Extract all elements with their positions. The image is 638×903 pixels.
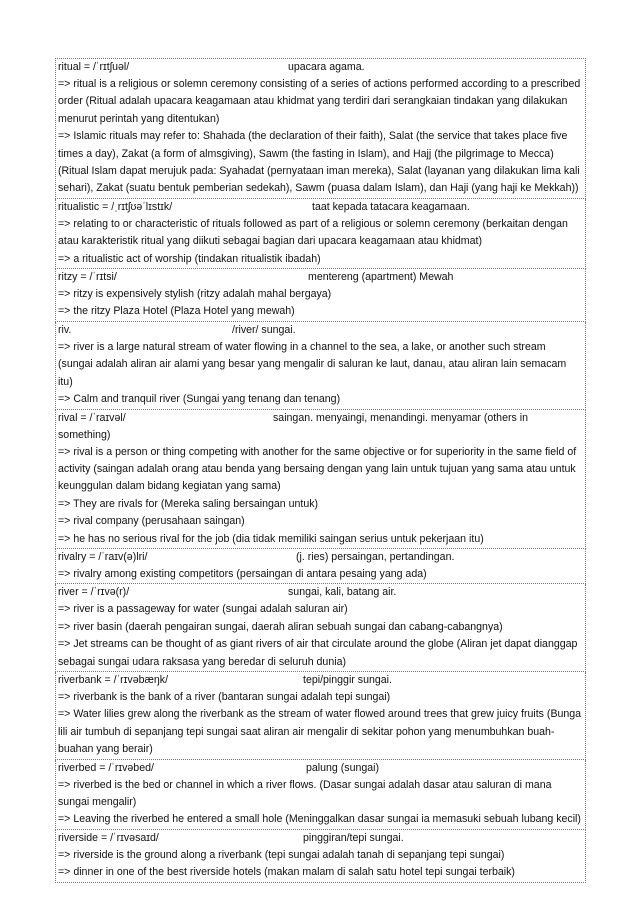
- example-line: => river is a large natural stream of water flowing in a channel to the sea, a lake, or another such stream (sungai adalah aliran air alami yang besar yang mengalir di saluran ke laut, danau, atau aliran lain semacam itu): [58, 340, 567, 388]
- dictionary-page: [55, 58, 586, 883]
- entry-rival: [55, 410, 586, 549]
- example-line: => riverbank is the bank of a river (bantaran sungai adalah tepi sungai): [58, 690, 391, 703]
- example-line: => river is a passageway for water (sungai adalah saluran air): [58, 603, 348, 616]
- example-line: => river basin (daerah pengairan sungai, daerah aliran sebuah sungai dan cabang-cabangnya): [58, 620, 503, 633]
- entry-riverbed: [55, 760, 586, 830]
- example-line: => Calm and tranquil river (Sungai yang tenang dan tenang): [58, 393, 341, 406]
- headword: rival = /ˈraɪvəl/: [58, 411, 126, 424]
- example-line: => the ritzy Plaza Hotel (Plaza Hotel yang mewah): [58, 305, 295, 318]
- headword: riverbed = /ˈrɪvəbed/: [58, 761, 154, 774]
- example-line: => rival is a person or thing competing with another for the same objective or for superiority in the same field of activity (saingan adalah orang atau benda yang bersaing dengan yang lain untuk tujuan yang sama atau untuk keunggulan dalam bidang kegiatan yang sama): [58, 445, 577, 493]
- headword: rivalry = /ˈraɪv(ə)lri/: [58, 550, 148, 563]
- headword: ritualistic = /ˌrɪtʃʊəˈlɪstɪk/: [58, 200, 173, 213]
- entry-rivalry: [55, 549, 586, 584]
- entry-riverside: [55, 830, 586, 883]
- meaning: tepi/pinggir sungai.: [303, 673, 392, 686]
- example-line: => rival company (perusahaan saingan): [58, 515, 245, 528]
- entry-ritzy: [55, 269, 586, 322]
- headword: riv.: [58, 323, 72, 336]
- meaning: mentereng (apartment) Mewah: [308, 271, 454, 284]
- headword: river = /ˈrɪvə(r)/: [58, 586, 130, 599]
- example-line: => Jet streams can be thought of as giant rivers of air that circulate around the globe (Aliran jet dapat dianggap sebagai sungai udara raksasa yang beredar di seluruh dunia): [58, 638, 578, 668]
- example-line: => Islamic rituals may refer to: Shahada (the declaration of their faith), Salat (the service that takes place five times a day), Zakat (a form of almsgiving), Sawm (the fasting in Islam), and Hajj (the pilgrimage to Mecca) (Ritual Islam dapat merujuk pada: Syahadat (pernyataan iman mereka), Salat (layanan yang dilakukan lima kali sehari), Zakat (suatu bentuk pemberian sedekah), Sawm (puasa dalam Islam), dan Haji (yang haji ke Mekkah)): [58, 130, 580, 195]
- meaning: palung (sungai): [306, 761, 380, 774]
- example-line: => Leaving the riverbed he entered a small hole (Meninggalkan dasar sungai ia memasuki sebuah lubang kecil): [58, 813, 581, 826]
- meaning: (j. ries) persaingan, pertandingan.: [296, 550, 455, 563]
- meaning: sungai, kali, batang air.: [288, 586, 397, 599]
- example-line: => rivalry among existing competitors (persaingan di antara pesaing yang ada): [58, 567, 427, 580]
- meaning: pinggiran/tepi sungai.: [303, 831, 404, 844]
- headword: riverside = /ˈrɪvəsaɪd/: [58, 831, 159, 844]
- entry-riv: [55, 322, 586, 410]
- headword: riverbank = /ˈrɪvəbæŋk/: [58, 673, 169, 686]
- headword: ritual = /ˈrɪtʃuəl/: [58, 61, 130, 73]
- example-line: => Water lilies grew along the riverbank as the stream of water flowed around trees that grew juicy fruits (Bunga lili air tumbuh di sepanjang tepi sungai saat aliran air mengalir di sekitar pohon yang menumbuhkan buah-buahan yang berair): [58, 708, 582, 756]
- example-line: => dinner in one of the best riverside hotels (makan malam di salah satu hotel tepi sungai terbaik): [58, 866, 515, 879]
- headword: ritzy = /ˈrɪtsi/: [58, 271, 117, 284]
- meaning: saingan. menyaingi, menandingi. menyamar (others in something): [58, 411, 528, 441]
- entry-river: [55, 584, 586, 672]
- example-line: => riverside is the ground along a riverbank (tepi sungai adalah tanah di sepanjang tepi sungai): [58, 848, 505, 861]
- example-line: => ritual is a religious or solemn ceremony consisting of a series of actions performed according to a prescribed order (Ritual adalah upacara keagamaan atau khidmat yang terdiri dari serangkaian tindakan yang dilakukan menurut perintah yang ditentukan): [58, 78, 581, 125]
- example-line: => he has no serious rival for the job (dia tidak memiliki saingan serius untuk pekerjaan itu): [58, 532, 484, 545]
- example-line: => a ritualistic act of worship (tindakan ritualistik ibadah): [58, 252, 321, 265]
- example-line: => They are rivals for (Mereka saling bersaingan untuk): [58, 497, 319, 510]
- entry-ritual: [55, 58, 586, 199]
- meaning: taat kepada tatacara keagamaan.: [312, 200, 470, 213]
- example-line: => ritzy is expensively stylish (ritzy adalah mahal bergaya): [58, 288, 332, 301]
- meaning: /river/ sungai.: [232, 323, 296, 336]
- example-line: => relating to or characteristic of rituals followed as part of a religious or solemn ceremony (berkaitan dengan atau karakteristik ritual yang diikuti sebagai bagian dari upacara keagamaan atau khidmat): [58, 217, 568, 248]
- entry-riverbank: [55, 672, 586, 760]
- meaning: upacara agama.: [288, 61, 365, 73]
- example-line: => riverbed is the bed or channel in which a river flows. (Dasar sungai adalah dasar atau saluran di mana sungai mengalir): [58, 778, 552, 808]
- entry-ritualistic: [55, 199, 586, 269]
